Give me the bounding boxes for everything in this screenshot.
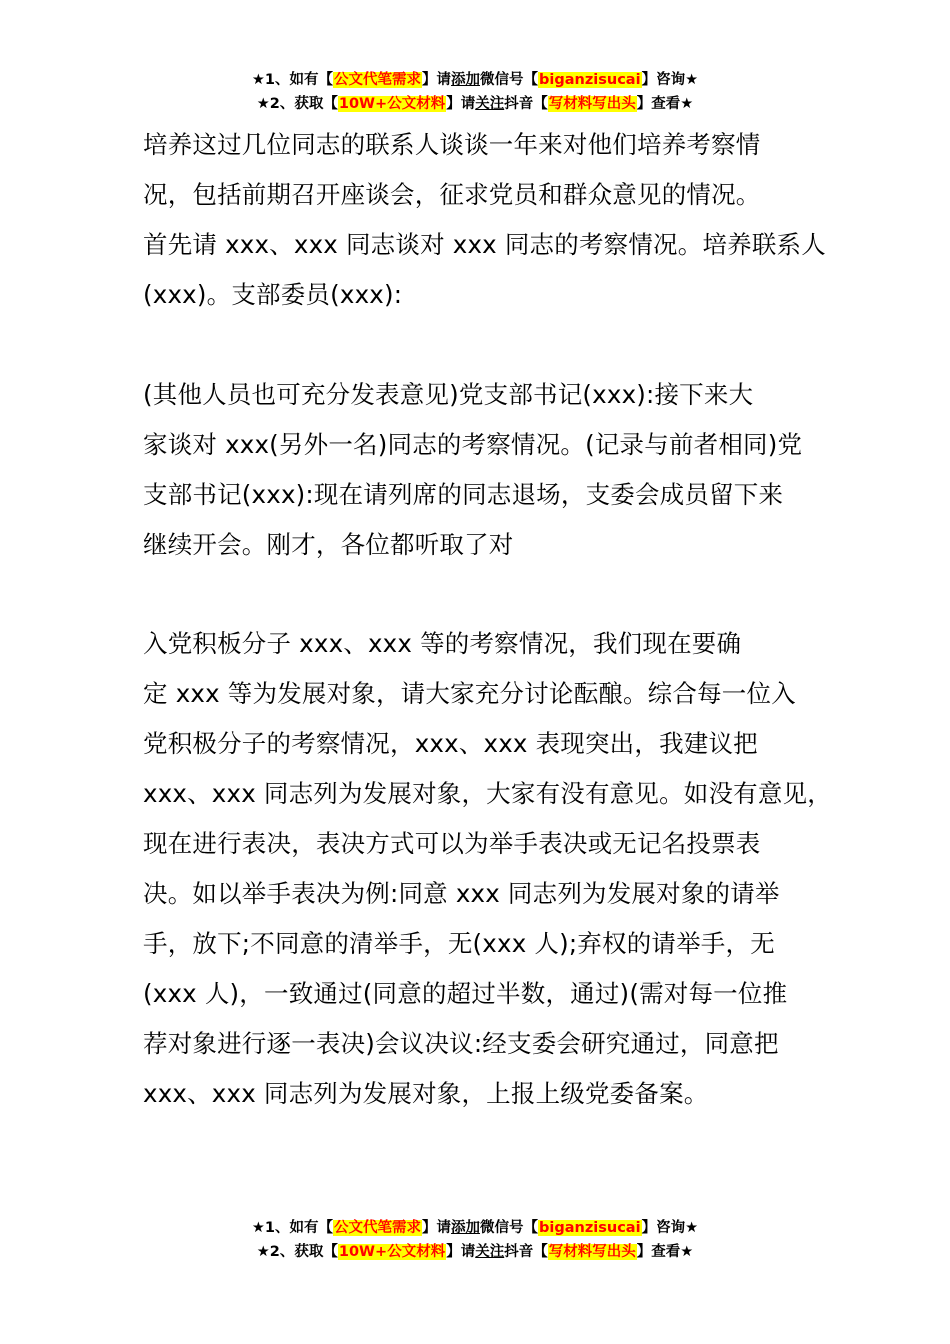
star-icon: ★ <box>256 96 270 112</box>
star-icon: ★ <box>680 1244 694 1260</box>
promo-highlight-service: 公文代笔需求 <box>334 1220 422 1236</box>
document-body-paragraph-1 <box>143 120 833 320</box>
promo-text: 抖音【 <box>504 96 548 112</box>
promo-text: 】请 <box>422 72 452 88</box>
document-body-paragraph-3 <box>143 619 833 1119</box>
star-icon: ★ <box>256 1244 270 1260</box>
promo-highlight-materials: 10W+公文材料 <box>338 96 446 112</box>
star-icon: ★ <box>685 1220 699 1236</box>
promo-line-2 <box>0 92 950 116</box>
promo-text: 微信号【 <box>480 72 539 88</box>
promo-text: 1、如有【 <box>264 72 334 88</box>
paragraph: 入党积板分子 xxx、xxx 等的考察情况，我们现在要确 定 xxx 等为发展对象，请大家充分讨论酝酿。综合每一位入 党积极分子的考察情况，xxx、xxx 表现突出，我建议把 xxx、xxx 同志列为发展对象，大家有没有意见。如没有意见， 现在进行表决，表决方式可以为举手表决或无记名投票表 决。如以举手表决为例:同意 xxx 同志列为发展对象的请举 手，放下;不同意的清举手，无(xxx 人);弃权的请举手，无 (xxx 人)，一致通过(同意的超过半数，通过)(需对每一位推 荐对象进行逐一表决)会议决议:经支委会研究通过，同意把 xxx、xxx 同志列为发展对象，上报上级党委备案。 <box>143 629 832 1108</box>
promo-highlight-wechat-id: biganzisucai <box>539 1220 641 1236</box>
promo-text: 微信号【 <box>480 1220 539 1236</box>
promo-highlight-service: 公文代笔需求 <box>334 72 422 88</box>
promo-underlined-text: 添加 <box>451 1220 481 1236</box>
promo-underlined-text: 关注 <box>475 96 505 112</box>
promo-underlined-text: 添加 <box>451 72 481 88</box>
promo-text: 】咨询 <box>641 1220 686 1236</box>
paragraph: 培养这过几位同志的联系人谈谈一年来对他们培养考察情 况，包括前期召开座谈会，征求党员和群众意见的情况。 首先请 xxx、xxx 同志谈对 xxx 同志的考察情况。培养联系人 (xxx)。支部委员(xxx): <box>143 130 826 309</box>
promo-text: 】请 <box>446 1244 476 1260</box>
promo-highlight-douyin-id: 写材料写出头 <box>548 96 636 112</box>
promo-text: 】查看 <box>636 96 681 112</box>
document-body-paragraph-2 <box>143 370 833 570</box>
promo-text: 】查看 <box>636 1244 681 1260</box>
promo-highlight-wechat-id: biganzisucai <box>539 72 641 88</box>
promo-line-2 <box>0 1240 950 1264</box>
star-icon: ★ <box>251 1220 265 1236</box>
footer-promo <box>0 1216 950 1264</box>
promo-text: 2、获取【 <box>269 1244 338 1260</box>
promo-text: 】请 <box>446 96 476 112</box>
promo-underlined-text: 关注 <box>475 1244 505 1260</box>
promo-text: 2、获取【 <box>269 96 338 112</box>
paragraph: (其他人员也可充分发表意见)党支部书记(xxx):接下来大 家谈对 xxx(另外一名)同志的考察情况。(记录与前者相同)党 支部书记(xxx):现在请列席的同志退场，支委会成员留下来 继续开会。刚才，各位都听取了对 <box>143 380 803 559</box>
star-icon: ★ <box>685 72 699 88</box>
promo-highlight-materials: 10W+公文材料 <box>338 1244 446 1260</box>
promo-line-1 <box>0 1216 950 1240</box>
promo-text: 抖音【 <box>504 1244 548 1260</box>
header-promo <box>0 68 950 116</box>
promo-highlight-douyin-id: 写材料写出头 <box>548 1244 636 1260</box>
promo-text: 1、如有【 <box>264 1220 334 1236</box>
promo-text: 】咨询 <box>641 72 686 88</box>
star-icon: ★ <box>680 96 694 112</box>
star-icon: ★ <box>251 72 265 88</box>
promo-line-1 <box>0 68 950 92</box>
promo-text: 】请 <box>422 1220 452 1236</box>
